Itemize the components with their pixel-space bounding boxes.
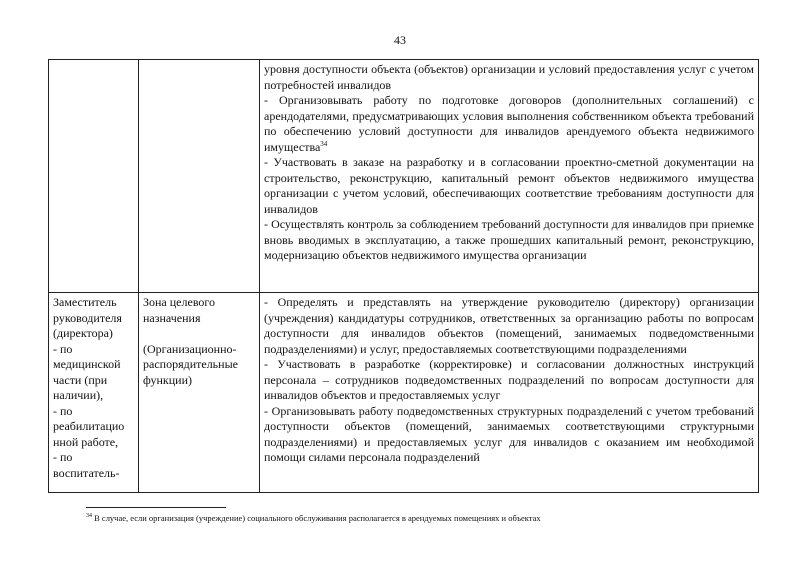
zone-line: Зона целевого bbox=[143, 295, 216, 309]
footnote bbox=[86, 513, 766, 524]
zone-cell bbox=[139, 60, 260, 293]
duty-paragraph: - Участвовать в разработке (корректировке) и согласовании должностных инструкций персонала – сотрудников подведомственных подразделений по вопросам доступности для инвалидов объектов и предоставляемых услуг bbox=[264, 357, 754, 402]
duty-paragraph: - Определять и представлять на утверждение руководителю (директору) организации (учреждения) кандидатуры сотрудников, ответственных за организацию работы по вопросам доступности для инвалидов объектов (помещений, занимаемых подведомственными подразделениями) и услуг, предоставляемых соответствующими подразделениями bbox=[264, 295, 754, 356]
footnote-mark: 34 bbox=[86, 513, 92, 520]
zone-line: функции) bbox=[143, 372, 192, 387]
duty-paragraph: - Организовывать работу подведомственных структурных подразделений с учетом требований доступности объектов (помещений, занимаемых соответствующими структурными подразделениями) и предоставляемых услуг для инвалидов с оказанием им необходимой помощи силами персонала подразделений bbox=[264, 403, 754, 464]
zone-line: распорядительные bbox=[143, 357, 238, 371]
footnote-text: В случае, если организация (учреждение) социального обслуживания располагается в арендуемых помещениях и объектах bbox=[94, 513, 541, 523]
position-line: - по bbox=[53, 403, 73, 418]
zone-cell bbox=[139, 293, 260, 493]
position-line: наличии), bbox=[53, 388, 104, 402]
zone-line bbox=[143, 326, 255, 342]
duties-cell bbox=[260, 60, 759, 293]
position-line: руководителя bbox=[53, 310, 122, 325]
document-table bbox=[48, 59, 759, 493]
position-cell bbox=[49, 293, 139, 493]
zone-line: назначения bbox=[143, 310, 201, 325]
position-line: Заместитель bbox=[53, 295, 117, 309]
table-row bbox=[49, 60, 759, 293]
position-line: части (при bbox=[53, 372, 108, 387]
zone-line: (Организационно- bbox=[143, 341, 237, 356]
position-line: нной работе, bbox=[53, 434, 119, 449]
position-line: реабилитацио bbox=[53, 419, 125, 433]
duty-text: - Организовывать работу по подготовке договоров (дополнительных соглашений) с арендодателями, предусматривающих условия выполнения собственником объекта требований по обеспечению условий доступности для инвалидов арендуемого объекта недвижимого имущества bbox=[264, 93, 754, 154]
table-row bbox=[49, 293, 759, 493]
position-line: медицинской bbox=[53, 357, 121, 371]
duty-paragraph: - Осуществлять контроль за соблюдением требований доступности для инвалидов при приемке вновь вводимых в эксплуатацию, а также прошедших капитальный ремонт, реконструкцию, модернизацию объектов недвижимого имущества организации bbox=[264, 217, 754, 262]
duties-cell bbox=[260, 293, 759, 493]
position-line: - по bbox=[53, 450, 73, 464]
footnote-divider bbox=[86, 507, 226, 508]
position-line: воспитатель- bbox=[53, 465, 120, 480]
duty-paragraph bbox=[264, 93, 754, 155]
position-line: (директора) bbox=[53, 326, 113, 340]
position-line: - по bbox=[53, 341, 73, 356]
page-number: 43 bbox=[394, 33, 406, 47]
position-cell bbox=[49, 60, 139, 293]
duty-paragraph: - Участвовать в заказе на разработку и в согласовании проектно-сметной документации на строительство, реконструкцию, капитальный ремонт объектов недвижимого имущества организации с учетом условий, обеспечивающих соответствие требованиям доступности для инвалидов bbox=[264, 155, 754, 216]
footnote-reference: 34 bbox=[320, 139, 328, 148]
duty-paragraph: уровня доступности объекта (объектов) организации и условий предоставления услуг с учетом потребностей инвалидов bbox=[264, 62, 754, 92]
